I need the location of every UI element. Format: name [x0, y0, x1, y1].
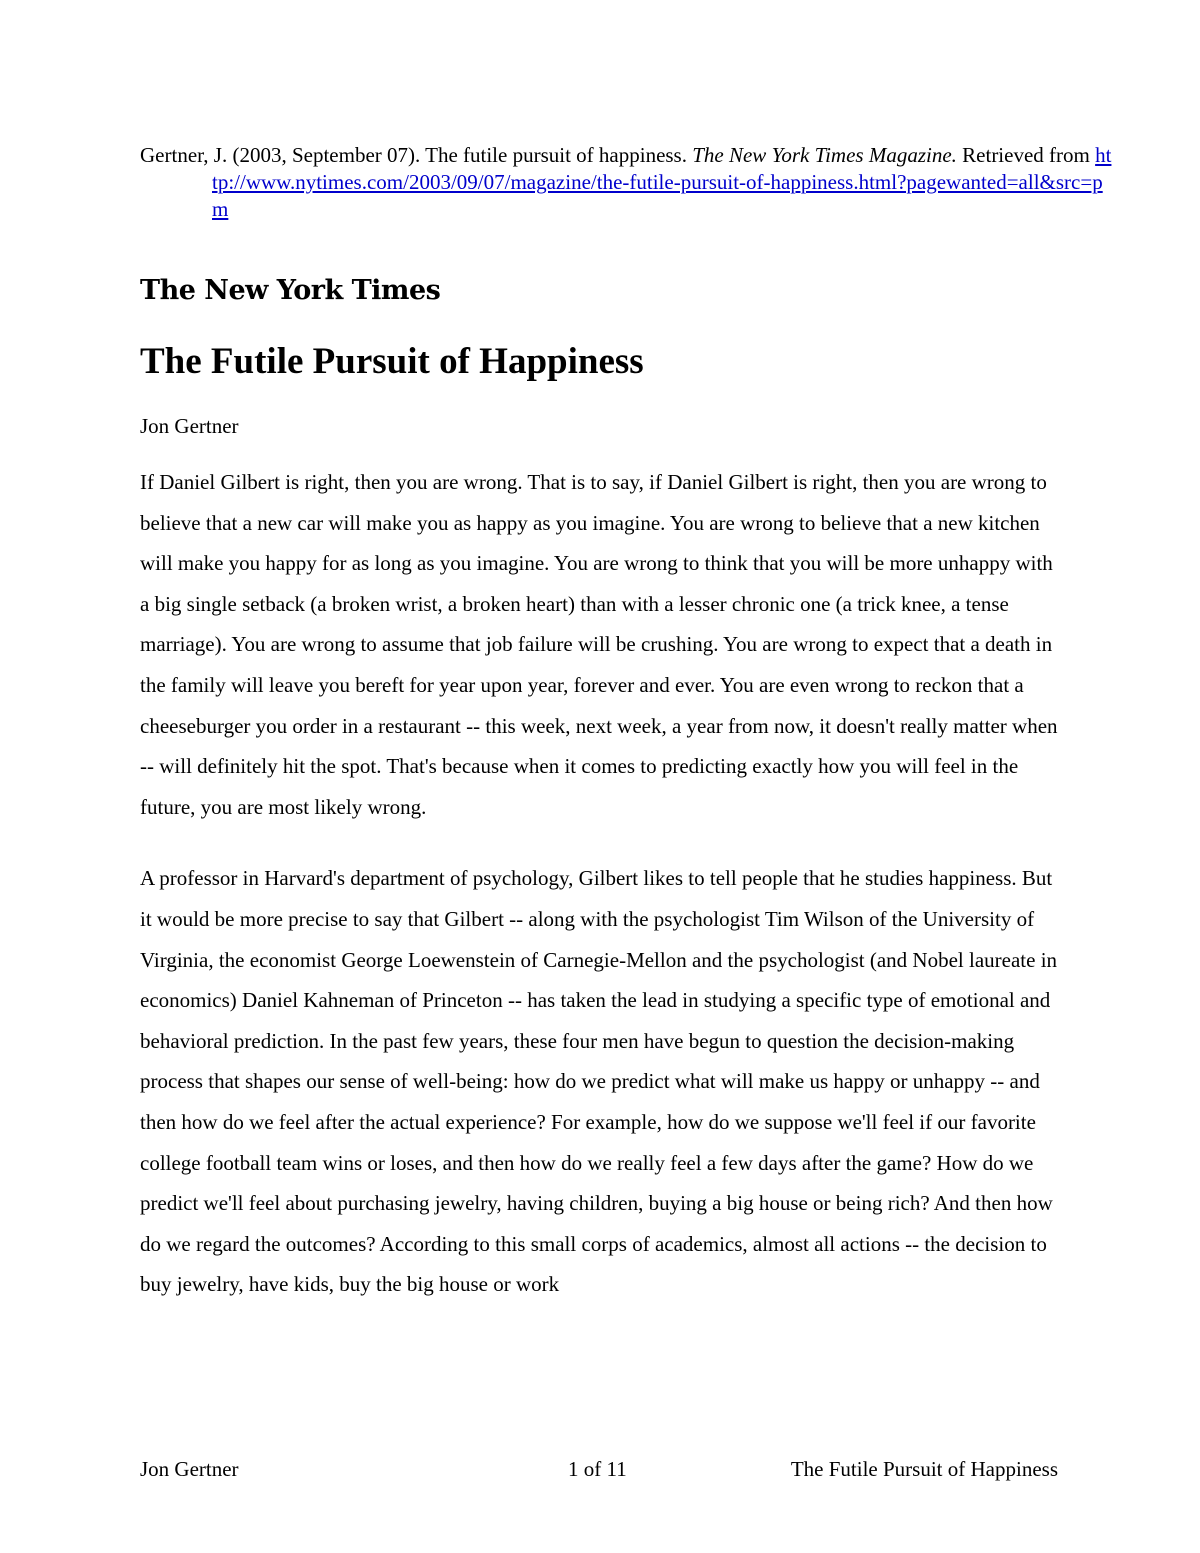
footer-author: Jon Gertner: [140, 1457, 239, 1481]
citation: [140, 142, 1112, 223]
citation-source: The New York Times Magazine.: [692, 143, 957, 167]
footer-page-number: 1 of 11: [568, 1457, 627, 1481]
article-body: [140, 462, 1060, 1336]
article-author: Jon Gertner: [140, 414, 239, 438]
citation-text: Gertner, J. (2003, September 07). The futile pursuit of happiness.: [140, 143, 693, 167]
nyt-masthead-logo: The New York Times: [140, 275, 441, 306]
paragraph: If Daniel Gilbert is right, then you are wrong. That is to say, if Daniel Gilbert is right, then you are wrong to believe that a new car will make you as happy as you imagine. You are wrong to believe that a new kitchen will make you happy for as long as you imagine. You are wrong to think that you will be more unhappy with a big single setback (a broken wrist, a broken heart) than with a lesser chronic one (a trick knee, a tense marriage). You are wrong to assume that job failure will be crushing. You are wrong to expect that a death in the family will leave you bereft for year upon year, forever and ever. You are even wrong to reckon that a cheeseburger you order in a restaurant -- this week, next week, a year from now, it doesn't really matter when -- will definitely hit the spot. That's because when it comes to predicting exactly how you will feel in the future, you are most likely wrong.: [140, 470, 1058, 819]
citation-retrieved: Retrieved from: [956, 143, 1096, 167]
citation-url-link[interactable]: http://www.nytimes.com/2003/09/07/magazine/the-futile-pursuit-of-happiness.html?pagewanted=all&src=pm: [212, 143, 1112, 221]
paragraph: A professor in Harvard's department of psychology, Gilbert likes to tell people that he studies happiness. But it would be more precise to say that Gilbert -- along with the psychologist Tim Wilson of the University of Virginia, the economist George Loewenstein of Carnegie-Mellon and the psychologist (and Nobel laureate in economics) Daniel Kahneman of Princeton -- has taken the lead in studying a specific type of emotional and behavioral prediction. In the past few years, these four men have begun to question the decision-making process that shapes our sense of well-being: how do we predict what will make us happy or unhappy -- and then how do we feel after the actual experience? For example, how do we suppose we'll feel if our favorite college football team wins or loses, and then how do we really feel a few days after the game? How do we predict we'll feel about purchasing jewelry, having children, buying a big house or being rich? And then how do we regard the outcomes? According to this small corps of academics, almost all actions -- the decision to buy jewelry, have kids, buy the big house or work: [140, 866, 1058, 1297]
footer-title: The Futile Pursuit of Happiness: [790, 1457, 1058, 1481]
article-title: The Futile Pursuit of Happiness: [140, 341, 644, 382]
